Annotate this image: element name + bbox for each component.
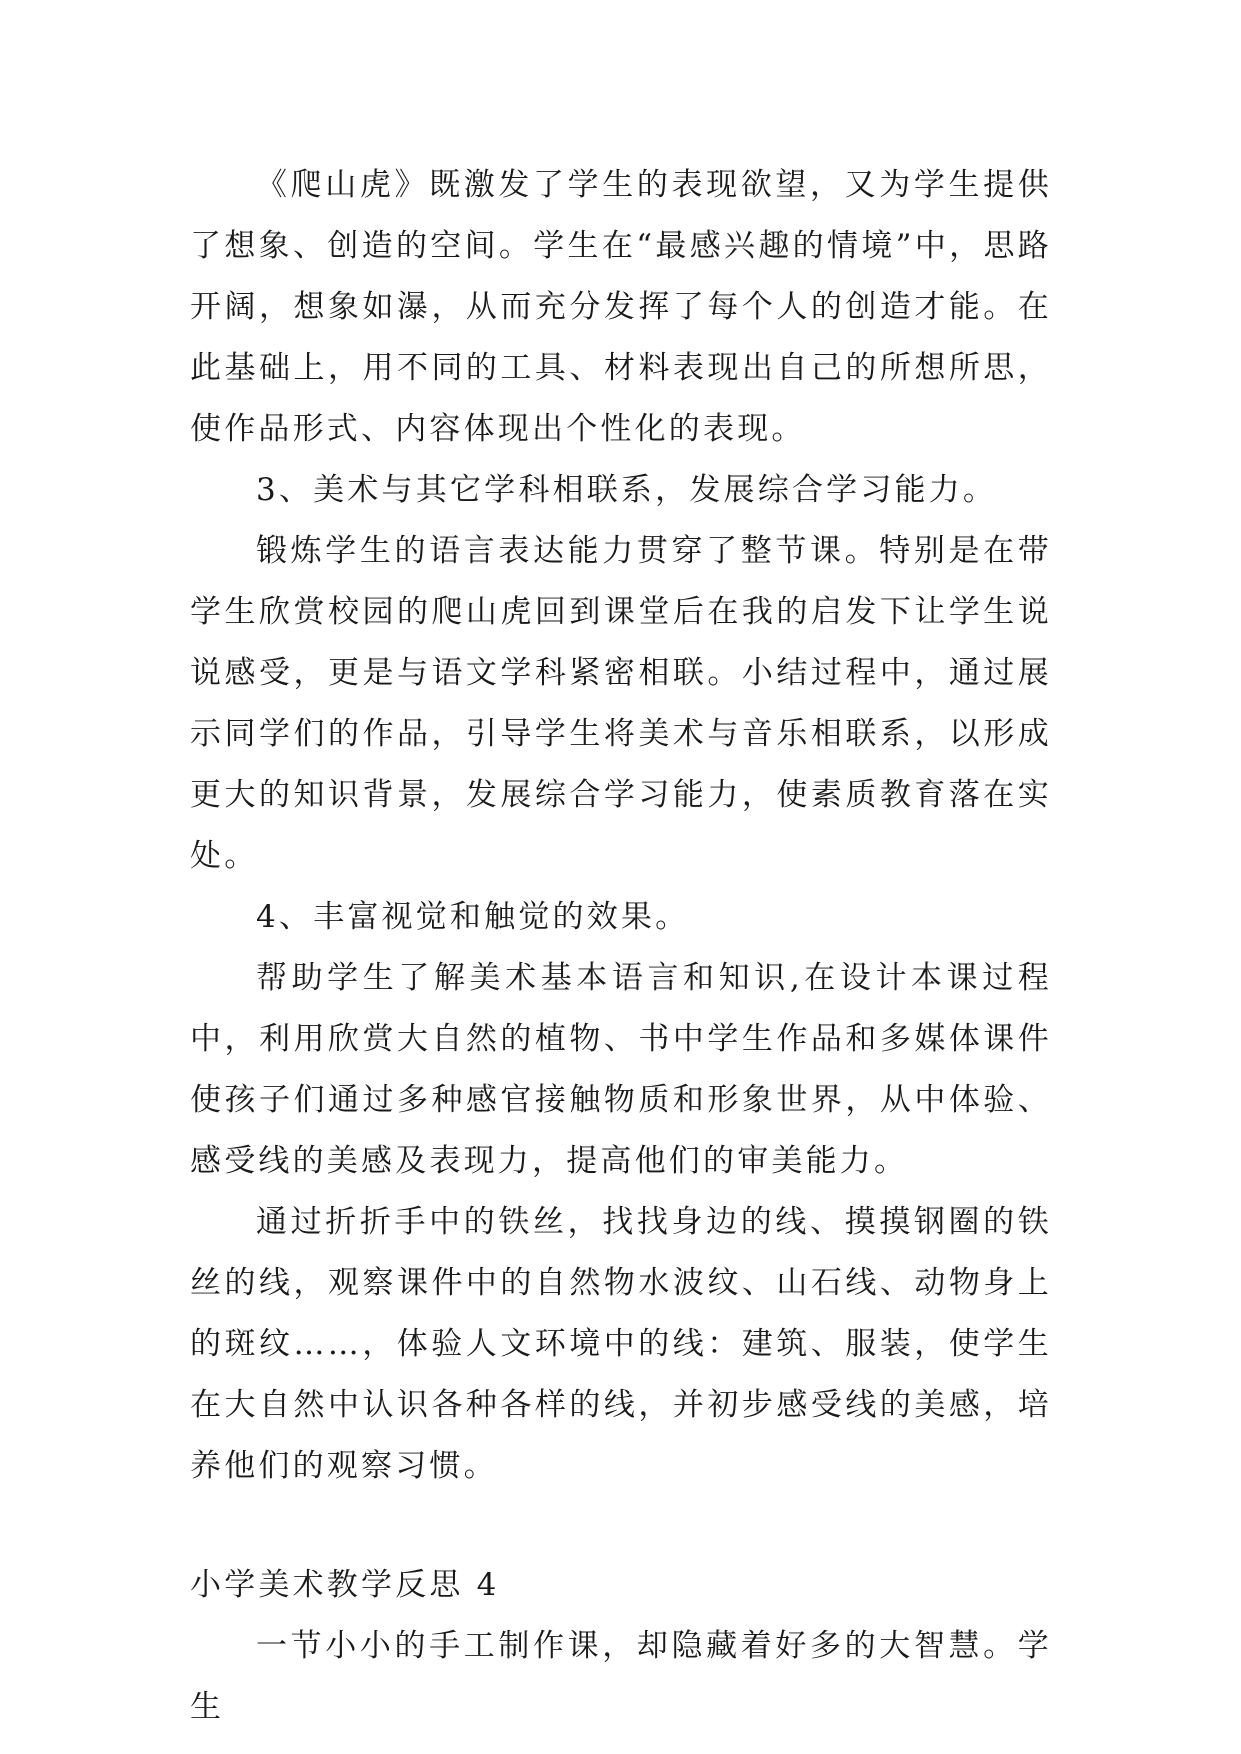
body-paragraph: 通过折折手中的铁丝，找找身边的线、摸摸钢圈的铁丝的线，观察课件中的自然物水波纹、山石线、动物身上的斑纹……，体验人文环境中的线：建筑、服装，使学生在大自然中认识各种各样的线，并初步感受线的美感，培养他们的观察习惯。 [190,1204,1052,1484]
body-paragraph: 锻炼学生的语言表达能力贯穿了整节课。特别是在带学生欣赏校园的爬山虎回到课堂后在我的启发下让学生说说感受，更是与语文学科紧密相联。小结过程中，通过展示同学们的作品，引导学生将美术与音乐相联系，以形成更大的知识背景，发展综合学习能力，使素质教育落在实处。 [190,533,1052,874]
body-paragraph: 帮助学生了解美术基本语言和知识,在设计本课过程中，利用欣赏大自然的植物、书中学生作品和多媒体课件使孩子们通过多种感官接触物质和形象世界，从中体验、感受线的美感及表现力，提高他们的审美能力。 [190,960,1052,1179]
body-paragraph: 《爬山虎》既激发了学生的表现欲望，又为学生提供了想象、创造的空间。学生在“最感兴趣的情境”中，思路开阔，想象如瀑，从而充分发挥了每个人的创造才能。在此基础上，用不同的工具、材料表现出自己的所想所思，使作品形式、内容体现出个性化的表现。 [190,167,1052,447]
body-paragraph: 一节小小的手工制作课，却隐藏着好多的大智慧。学生 [190,1628,1052,1725]
document-page [190,155,1052,1738]
body-paragraph: 3、美术与其它学科相联系，发展综合学习能力。 [256,472,998,508]
section-title: 小学美术教学反思 4 [190,1567,500,1603]
body-paragraph: 4、丰富视觉和触觉的效果。 [256,899,690,935]
